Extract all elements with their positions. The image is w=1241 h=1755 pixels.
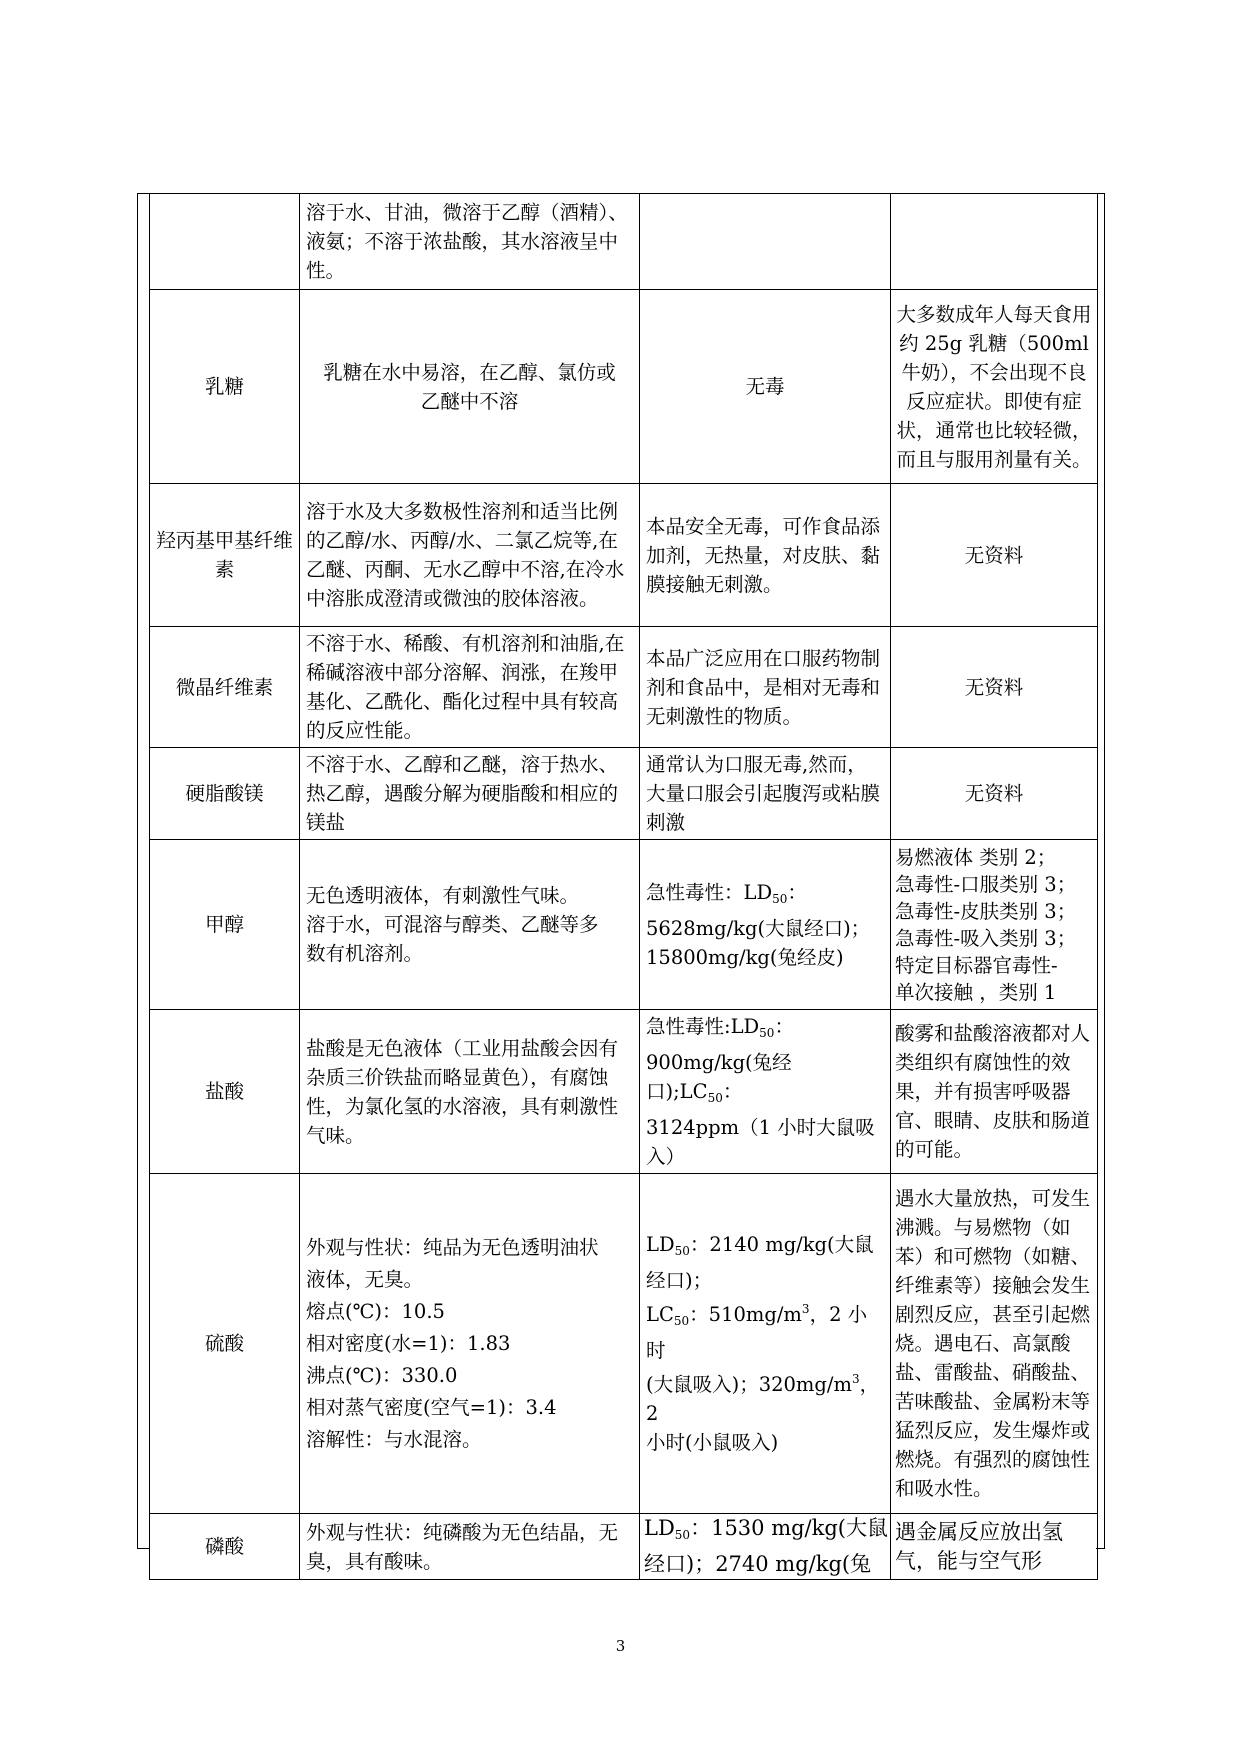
table-row	[150, 748, 1098, 840]
substance-name-cell: 盐酸	[150, 1010, 300, 1174]
toxicity-cell	[640, 840, 891, 1010]
hazard-cell: 遇水大量放热，可发生沸溅。与易燃物（如苯）和可燃物（如糖、纤维素等）接触会发生剧烈反应，甚至引起燃烧。遇电石、高氯酸盐、雷酸盐、硝酸盐、苦味酸盐、金属粉末等猛烈反应，发生爆炸或燃烧。有强烈的腐蚀性和吸水性。	[891, 1174, 1098, 1514]
text-line: 急毒性-口服类别 3；	[895, 872, 1077, 896]
solubility-cell: 溶于水及大多数极性溶剂和适当比例的乙醇/水、丙醇/水、二氯乙烷等,在乙醚、丙酮、无水乙醇中不溶,在冷水中溶胀成澄清或微浊的胶体溶液。	[300, 484, 640, 627]
table-row	[150, 840, 1098, 1010]
text-span: 急性毒性：LD	[646, 880, 773, 904]
text-span: ，2 小时	[646, 1303, 868, 1362]
hazard-cell	[891, 840, 1098, 1010]
table-row	[150, 1514, 1098, 1580]
text-span: ：	[722, 1080, 743, 1103]
table-row	[150, 290, 1098, 484]
text-line: 溶解性：与水混溶。	[306, 1427, 482, 1451]
text-line: 数有机溶剂。	[306, 942, 424, 965]
toxicity-cell: 本品安全无毒，可作食品添加剂，无热量，对皮肤、黏膜接触无刺激。	[640, 484, 891, 627]
text-line: 溶于水，可混溶与醇类、乙醚等多	[306, 913, 599, 936]
substance-name-cell: 羟丙基甲基纤维素	[150, 484, 300, 627]
toxicity-cell: 无毒	[640, 290, 891, 484]
text-span: LD	[644, 1516, 675, 1540]
subscript: 50	[674, 1244, 690, 1258]
substance-name-cell: 磷酸	[150, 1514, 300, 1580]
hazard-cell: 无资料	[891, 748, 1098, 840]
text-line	[646, 878, 884, 914]
text-line: 液体，无臭。	[306, 1267, 424, 1291]
substance-name-cell: 硫酸	[150, 1174, 300, 1514]
substance-name-cell: 硬脂酸镁	[150, 748, 300, 840]
text-span: ：	[774, 1015, 794, 1038]
solubility-cell	[300, 840, 640, 1010]
text-line: 15800mg/kg(兔经皮)	[646, 945, 844, 969]
solubility-cell: 盐酸是无色液体（工业用盐酸会因有杂质三价铁盐而略显黄色），有腐蚀性，为氯化氢的水溶液，具有刺激性气味。	[300, 1010, 640, 1174]
text-line: 急毒性-吸入类别 3；	[895, 926, 1077, 950]
text-line: 无色透明液体，有刺激性气味。	[306, 884, 580, 907]
table-row	[150, 627, 1098, 748]
text-span: 经口)；2740 mg/kg(兔	[644, 1552, 872, 1576]
subscript: 50	[759, 1026, 775, 1040]
text-span: ：510mg/m	[689, 1303, 802, 1326]
solubility-cell: 乳糖在水中易溶，在乙醇、氯仿或乙醚中不溶	[300, 290, 640, 484]
hazard-cell	[891, 194, 1098, 290]
table-row	[150, 484, 1098, 627]
text-span: LD	[646, 1233, 675, 1256]
page-number: 3	[615, 1637, 626, 1655]
hazard-cell: 遇金属反应放出氢气，能与空气形	[891, 1514, 1098, 1580]
text-line: 外观与性状：纯品为无色透明油状	[306, 1235, 599, 1259]
toxicity-cell: 本品广泛应用在口服药物制剂和食品中，是相对无毒和无刺激性的物质。	[640, 627, 891, 748]
toxicity-cell	[640, 1010, 891, 1174]
hazard-cell: 大多数成年人每天食用约 25g 乳糖（500ml 牛奶），不会出现不良反应症状。即使有症状，通常也比较轻微，而且与服用剂量有关。	[891, 290, 1098, 484]
toxicity-cell: 通常认为口服无毒,然而，大量口服会引起腹泻或粘膜刺激	[640, 748, 891, 840]
text-span: LC	[646, 1303, 674, 1326]
text-line: 熔点(℃)：10.5	[306, 1299, 445, 1323]
hazard-cell: 无资料	[891, 627, 1098, 748]
solubility-cell: 不溶于水、稀酸、有机溶剂和油脂,在稀碱溶液中部分溶解、润涨，在羧甲基化、乙酰化、酯化过程中具有较高的反应性能。	[300, 627, 640, 748]
text-span: ：2140 mg/kg(大鼠	[689, 1233, 874, 1256]
substance-name-cell: 乳糖	[150, 290, 300, 484]
table-row	[150, 194, 1098, 290]
text-line: 相对密度(水=1)：1.83	[306, 1331, 511, 1355]
toxicity-cell	[640, 194, 891, 290]
text-line: 易燃液体 类别 2；	[895, 845, 1057, 869]
chemical-data-table	[149, 193, 1098, 1580]
text-line: 相对蒸气密度(空气=1)：3.4	[306, 1395, 557, 1419]
solubility-cell	[300, 1174, 640, 1514]
subscript: 50	[673, 1314, 690, 1328]
text-span: 小时(小鼠吸入)	[646, 1431, 779, 1454]
substance-name-cell: 微晶纤维素	[150, 627, 300, 748]
subscript: 50	[772, 891, 788, 906]
subscript: 50	[707, 1091, 723, 1105]
text-span: 急性毒性:LD	[646, 1015, 760, 1038]
hazard-cell: 无资料	[891, 484, 1098, 627]
toxicity-cell	[640, 1174, 891, 1514]
text-line: 5628mg/kg(大鼠经口)；	[646, 916, 871, 940]
text-span: ：	[787, 880, 807, 904]
subscript: 50	[674, 1528, 691, 1542]
solubility-cell: 溶于水、甘油，微溶于乙醇（酒精）、液氨；不溶于浓盐酸，其水溶液呈中性。	[300, 194, 640, 290]
text-line: 沸点(℃)：330.0	[306, 1363, 458, 1387]
text-line: 单次接触 ，类别 1	[895, 980, 1057, 1004]
superscript: 3	[801, 1302, 810, 1316]
text-line: 急毒性-皮肤类别 3；	[895, 899, 1077, 923]
solubility-cell: 不溶于水、乙醇和乙醚，溶于热水、热乙醇，遇酸分解为硬脂酸和相应的镁盐	[300, 748, 640, 840]
hazard-cell: 酸雾和盐酸溶液都对人类组织有腐蚀性的效果，并有损害呼吸器官、眼睛、皮肤和肠道的可能。	[891, 1010, 1098, 1174]
table-row	[150, 1010, 1098, 1174]
table-row	[150, 1174, 1098, 1514]
text-span: (大鼠吸入)；320mg/m	[646, 1373, 852, 1396]
text-span: 900mg/kg(兔经口);LC	[646, 1051, 792, 1103]
toxicity-cell	[640, 1514, 891, 1580]
solubility-cell: 外观与性状：纯磷酸为无色结晶，无臭，具有酸味。	[300, 1514, 640, 1580]
substance-name-cell	[150, 194, 300, 290]
text-span: 经口)；	[646, 1269, 713, 1292]
superscript: 3	[851, 1372, 860, 1386]
text-span: ，2	[646, 1373, 880, 1425]
substance-name-cell: 甲醇	[150, 840, 300, 1010]
text-span: ：1530 mg/kg(大鼠	[690, 1516, 888, 1540]
text-span: 3124ppm（1 小时大鼠吸入）	[646, 1116, 875, 1168]
text-line: 特定目标器官毒性-	[895, 953, 1058, 977]
